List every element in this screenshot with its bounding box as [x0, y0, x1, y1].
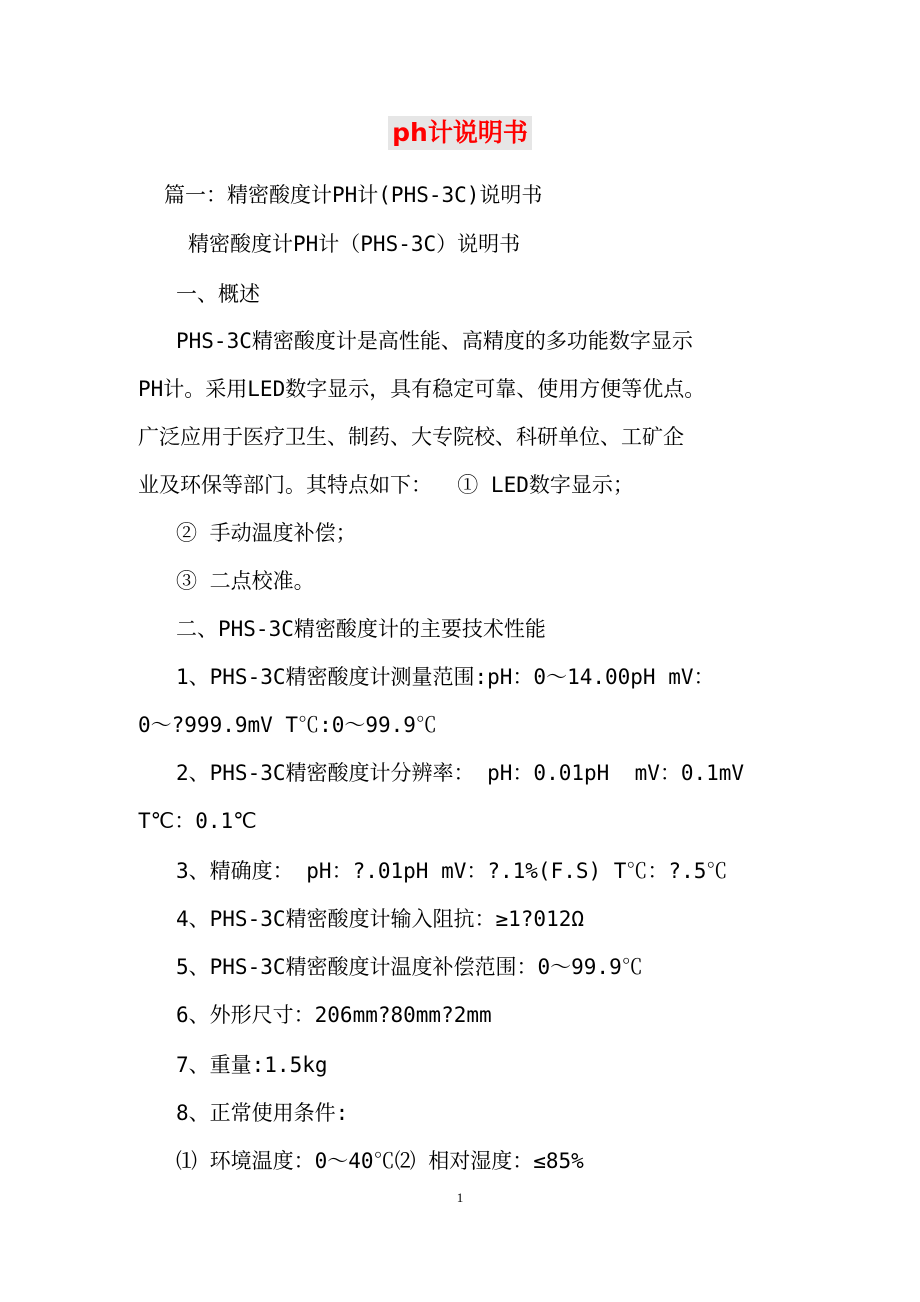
text-line: 精密酸度计PH计（PHS-3C）说明书 — [188, 232, 521, 256]
document-title-block — [0, 116, 920, 150]
text-line: 0～?999.9mV T℃:0～99.9℃ — [138, 713, 437, 737]
text-line: PH计。采用LED数字显示，具有稳定可靠、使用方便等优点。 — [138, 377, 706, 401]
text-line: T℃：0.1℃ — [138, 809, 257, 833]
text-line: 篇一：精密酸度计PH计(PHS-3C)说明书 — [164, 183, 543, 207]
page-number: 1 — [456, 1190, 464, 1205]
text-line: 业及环保等部门。其特点如下： ① LED数字显示； — [138, 473, 634, 497]
text-line: 3、精确度： pH：?.01pH mV：?.1%(F.S) T℃：?.5℃ — [176, 859, 728, 883]
text-line: ③ 二点校准。 — [176, 569, 315, 593]
text-line: 8、正常使用条件: — [176, 1101, 349, 1125]
text-line: 5、PHS-3C精密酸度计温度补偿范围：0～99.9℃ — [176, 955, 643, 979]
text-line: ⑴ 环境温度：0～40℃⑵ 相对湿度：≤85% — [176, 1149, 584, 1173]
text-line: 7、重量:1.5kg — [176, 1053, 328, 1077]
text-line: 4、PHS-3C精密酸度计输入阻抗：≥1?012Ω — [176, 907, 585, 931]
document-title: ph计说明书 — [388, 116, 532, 150]
text-line: 6、外形尺寸：206mm?80mm?2mm — [176, 1003, 492, 1027]
text-line: 1、PHS-3C精密酸度计测量范围:pH：0～14.00pH mV： — [176, 665, 715, 689]
text-line: PHS-3C精密酸度计是高性能、高精度的多功能数字显示 — [176, 329, 693, 353]
section-heading: 一、概述 — [176, 282, 260, 306]
section-heading: 二、PHS-3C精密酸度计的主要技术性能 — [176, 617, 546, 641]
text-line: 广泛应用于医疗卫生、制药、大专院校、科研单位、工矿企 — [138, 425, 684, 449]
text-line: ② 手动温度补偿； — [176, 521, 357, 545]
text-line: 2、PHS-3C精密酸度计分辨率： pH：0.01pH mV：0.1mV — [176, 761, 745, 785]
